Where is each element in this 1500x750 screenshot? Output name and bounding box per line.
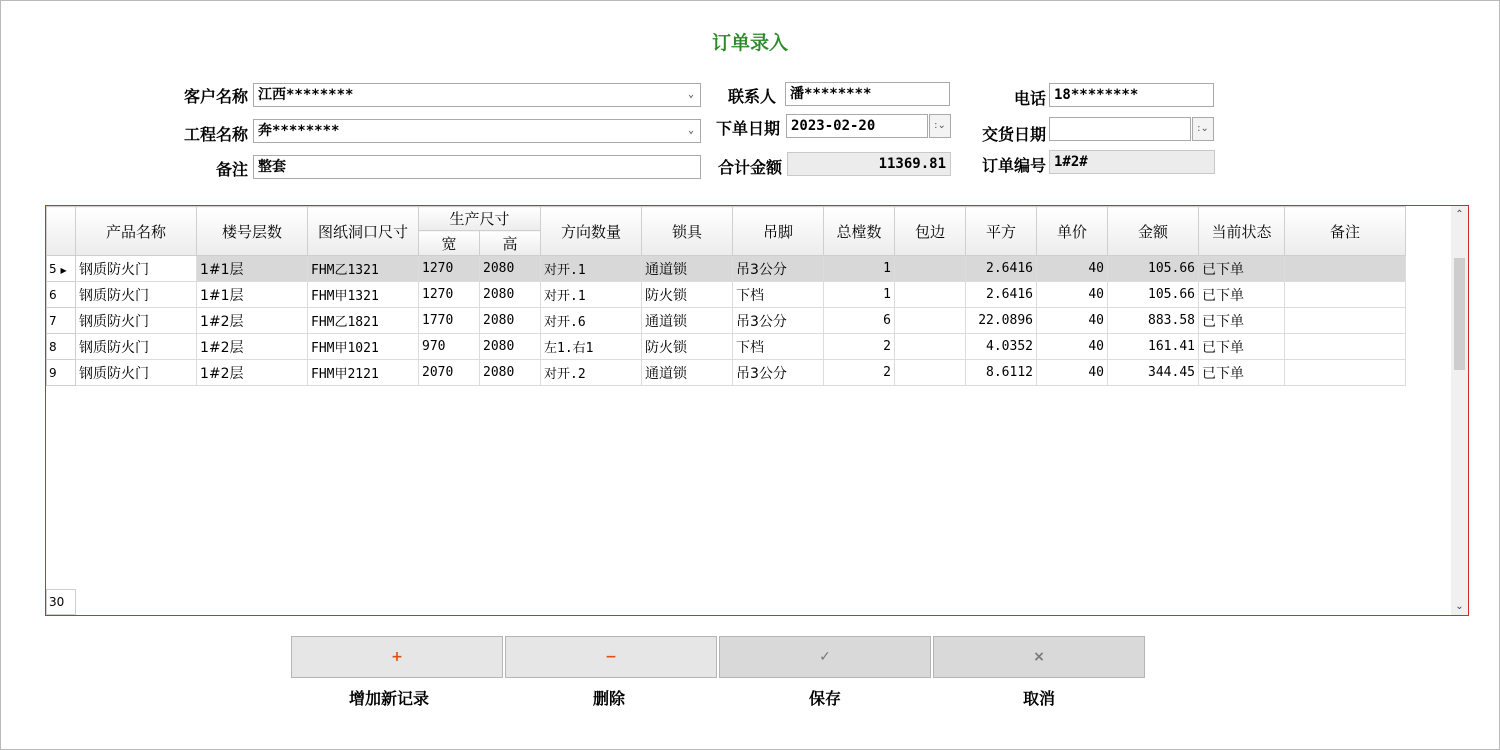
table-row[interactable] xyxy=(47,308,1406,334)
add-record-label: 增加新记录 xyxy=(348,689,429,708)
cell-lock[interactable]: 防火锁 xyxy=(642,334,733,360)
col-header-product[interactable]: 产品名称 xyxy=(76,207,197,256)
phone-input[interactable]: 18******** xyxy=(1049,83,1214,107)
cell-product[interactable]: 钢质防火门 xyxy=(76,256,197,282)
cell-height[interactable]: 2080 xyxy=(480,308,541,334)
col-header-floor[interactable]: 楼号层数 xyxy=(197,207,308,256)
cell-area[interactable]: 2.6416 xyxy=(966,282,1037,308)
cell-floor[interactable]: 1#1层 xyxy=(197,282,308,308)
cell-amount[interactable]: 105.66 xyxy=(1108,256,1199,282)
customer-label: 客户名称 xyxy=(183,87,248,106)
row-pointer-icon: ▶ xyxy=(60,265,67,275)
cell-direction[interactable]: 左1.右1 xyxy=(541,334,642,360)
row-header[interactable]: 9 xyxy=(47,360,76,386)
cell-edging[interactable] xyxy=(895,334,966,360)
col-header-lock[interactable]: 锁具 xyxy=(642,207,733,256)
col-header-status[interactable]: 当前状态 xyxy=(1199,207,1285,256)
row-header[interactable]: 8 xyxy=(47,334,76,360)
cell-height[interactable]: 2080 xyxy=(480,282,541,308)
cell-remark[interactable] xyxy=(1285,360,1406,386)
cell-product[interactable]: 钢质防火门 xyxy=(76,334,197,360)
cell-edging[interactable] xyxy=(895,282,966,308)
chevron-down-icon[interactable]: ⌄ xyxy=(687,125,695,136)
table-row[interactable] xyxy=(47,360,1406,386)
cell-lock[interactable]: 防火锁 xyxy=(642,282,733,308)
project-combo[interactable] xyxy=(253,119,701,143)
scroll-down-icon[interactable]: ⌄ xyxy=(1455,601,1464,612)
row-header-corner xyxy=(47,207,76,256)
project-label: 工程名称 xyxy=(183,125,248,144)
cell-edging[interactable] xyxy=(895,256,966,282)
cell-edging[interactable] xyxy=(895,308,966,334)
cell-height[interactable]: 2080 xyxy=(480,360,541,386)
cell-total-count[interactable]: 2 xyxy=(824,360,895,386)
calendar-dropdown-icon[interactable]: :⌄ xyxy=(1192,117,1214,141)
cell-drawing-size[interactable]: FHM乙1821 xyxy=(308,308,419,334)
form-title: 订单录入 xyxy=(711,32,788,54)
cell-status[interactable]: 已下单 xyxy=(1199,360,1285,386)
order-no-label: 订单编号 xyxy=(981,156,1046,175)
cell-total-count[interactable]: 6 xyxy=(824,308,895,334)
cell-direction[interactable]: 对开.1 xyxy=(541,282,642,308)
cell-unit-price[interactable]: 40 xyxy=(1037,334,1108,360)
cell-total-count[interactable]: 1 xyxy=(824,282,895,308)
save-label: 保存 xyxy=(808,689,841,708)
order-no-field: 1#2# xyxy=(1049,150,1215,174)
cell-unit-price[interactable]: 40 xyxy=(1037,282,1108,308)
cell-lock[interactable]: 通道锁 xyxy=(642,308,733,334)
cell-product[interactable]: 钢质防火门 xyxy=(76,282,197,308)
row-count-indicator: 30 xyxy=(46,589,76,615)
save-button[interactable]: ✓ xyxy=(719,636,931,678)
cell-lock[interactable]: 通道锁 xyxy=(642,360,733,386)
cell-direction[interactable]: 对开.6 xyxy=(541,308,642,334)
cell-status[interactable]: 已下单 xyxy=(1199,334,1285,360)
col-header-direction[interactable]: 方向数量 xyxy=(541,207,642,256)
col-header-area[interactable]: 平方 xyxy=(966,207,1037,256)
order-date-label: 下单日期 xyxy=(715,119,780,138)
order-grid[interactable] xyxy=(45,205,1469,616)
table-row[interactable] xyxy=(47,334,1406,360)
cell-area[interactable]: 8.6112 xyxy=(966,360,1037,386)
cell-floor[interactable]: 1#2层 xyxy=(197,334,308,360)
col-header-edging[interactable]: 包边 xyxy=(895,207,966,256)
cancel-label: 取消 xyxy=(1022,689,1055,708)
project-value: 奔******** xyxy=(258,123,340,139)
vertical-scrollbar[interactable] xyxy=(1451,206,1468,615)
cell-hanging[interactable]: 下档 xyxy=(733,334,824,360)
cell-amount[interactable]: 344.45 xyxy=(1108,360,1199,386)
row-header[interactable]: 5 ▶ xyxy=(47,256,76,282)
col-header-drawing-size[interactable]: 图纸洞口尺寸 xyxy=(308,207,419,256)
cell-floor[interactable]: 1#2层 xyxy=(197,360,308,386)
cell-total-count[interactable]: 1 xyxy=(824,256,895,282)
cell-area[interactable]: 4.0352 xyxy=(966,334,1037,360)
cell-unit-price[interactable]: 40 xyxy=(1037,256,1108,282)
delete-label: 删除 xyxy=(592,689,625,708)
cell-unit-price[interactable]: 40 xyxy=(1037,360,1108,386)
cell-remark[interactable] xyxy=(1285,282,1406,308)
contact-input[interactable]: 潘******** xyxy=(785,82,950,106)
total-label: 合计金额 xyxy=(717,158,782,177)
col-header-height[interactable]: 高 xyxy=(480,231,541,256)
cell-drawing-size[interactable]: FHM甲2121 xyxy=(308,360,419,386)
cell-hanging[interactable]: 吊3公分 xyxy=(733,308,824,334)
cell-hanging[interactable]: 吊3公分 xyxy=(733,256,824,282)
cell-amount[interactable]: 883.58 xyxy=(1108,308,1199,334)
total-amount: 11369.81 xyxy=(787,152,951,176)
scrollbar-thumb[interactable] xyxy=(1454,258,1465,370)
cell-remark[interactable] xyxy=(1285,334,1406,360)
cell-width[interactable]: 1270 xyxy=(419,256,480,282)
contact-label: 联系人 xyxy=(727,87,776,106)
col-header-width[interactable]: 宽 xyxy=(419,231,480,256)
cell-remark[interactable] xyxy=(1285,308,1406,334)
cancel-button[interactable]: × xyxy=(933,636,1145,678)
cell-remark[interactable] xyxy=(1285,256,1406,282)
cell-drawing-size[interactable]: FHM甲1021 xyxy=(308,334,419,360)
scroll-up-icon[interactable]: ⌃ xyxy=(1455,209,1464,220)
phone-label: 电话 xyxy=(1013,89,1046,108)
order-date-input[interactable]: 2023-02-20 xyxy=(786,114,928,138)
cell-height[interactable]: 2080 xyxy=(480,334,541,360)
cell-edging[interactable] xyxy=(895,360,966,386)
cell-width[interactable]: 1770 xyxy=(419,308,480,334)
cell-product[interactable]: 钢质防火门 xyxy=(76,308,197,334)
cell-floor[interactable]: 1#1层 xyxy=(197,256,308,282)
col-header-amount[interactable]: 金额 xyxy=(1108,207,1199,256)
delivery-date-input[interactable] xyxy=(1049,117,1191,141)
cell-amount[interactable]: 105.66 xyxy=(1108,282,1199,308)
cell-hanging[interactable]: 吊3公分 xyxy=(733,360,824,386)
col-header-hanging[interactable]: 吊脚 xyxy=(733,207,824,256)
cell-height[interactable]: 2080 xyxy=(480,256,541,282)
col-header-remark[interactable]: 备注 xyxy=(1285,207,1406,256)
row-header[interactable]: 6 xyxy=(47,282,76,308)
table-row[interactable] xyxy=(47,282,1406,308)
cell-total-count[interactable]: 2 xyxy=(824,334,895,360)
col-header-total-count[interactable]: 总樘数 xyxy=(824,207,895,256)
cell-area[interactable]: 2.6416 xyxy=(966,256,1037,282)
calendar-dropdown-icon[interactable]: :⌄ xyxy=(929,114,951,138)
note-label: 备注 xyxy=(215,160,248,179)
cell-floor[interactable]: 1#2层 xyxy=(197,308,308,334)
row-header[interactable]: 7 xyxy=(47,308,76,334)
customer-value: 江西******** xyxy=(258,87,354,103)
delete-button[interactable]: − xyxy=(505,636,717,678)
chevron-down-icon[interactable]: ⌄ xyxy=(687,89,695,100)
cell-direction[interactable]: 对开.1 xyxy=(541,256,642,282)
add-record-button[interactable]: + xyxy=(291,636,503,678)
table-row[interactable] xyxy=(47,256,1406,282)
cell-lock[interactable]: 通道锁 xyxy=(642,256,733,282)
col-header-unit-price[interactable]: 单价 xyxy=(1037,207,1108,256)
cell-direction[interactable]: 对开.2 xyxy=(541,360,642,386)
cell-width[interactable]: 1270 xyxy=(419,282,480,308)
cell-status[interactable]: 已下单 xyxy=(1199,282,1285,308)
cell-status[interactable]: 已下单 xyxy=(1199,308,1285,334)
cell-drawing-size[interactable]: FHM甲1321 xyxy=(308,282,419,308)
order-table xyxy=(46,206,1406,386)
cell-area[interactable]: 22.0896 xyxy=(966,308,1037,334)
col-header-prod-size[interactable]: 生产尺寸 xyxy=(419,207,541,231)
note-input[interactable]: 整套 xyxy=(253,155,701,179)
cell-status[interactable]: 已下单 xyxy=(1199,256,1285,282)
customer-combo[interactable] xyxy=(253,83,701,107)
cell-amount[interactable]: 161.41 xyxy=(1108,334,1199,360)
cell-width[interactable]: 970 xyxy=(419,334,480,360)
cell-unit-price[interactable]: 40 xyxy=(1037,308,1108,334)
cell-drawing-size[interactable]: FHM乙1321 xyxy=(308,256,419,282)
cell-hanging[interactable]: 下档 xyxy=(733,282,824,308)
cell-product[interactable]: 钢质防火门 xyxy=(76,360,197,386)
delivery-date-label: 交货日期 xyxy=(981,125,1046,144)
cell-width[interactable]: 2070 xyxy=(419,360,480,386)
